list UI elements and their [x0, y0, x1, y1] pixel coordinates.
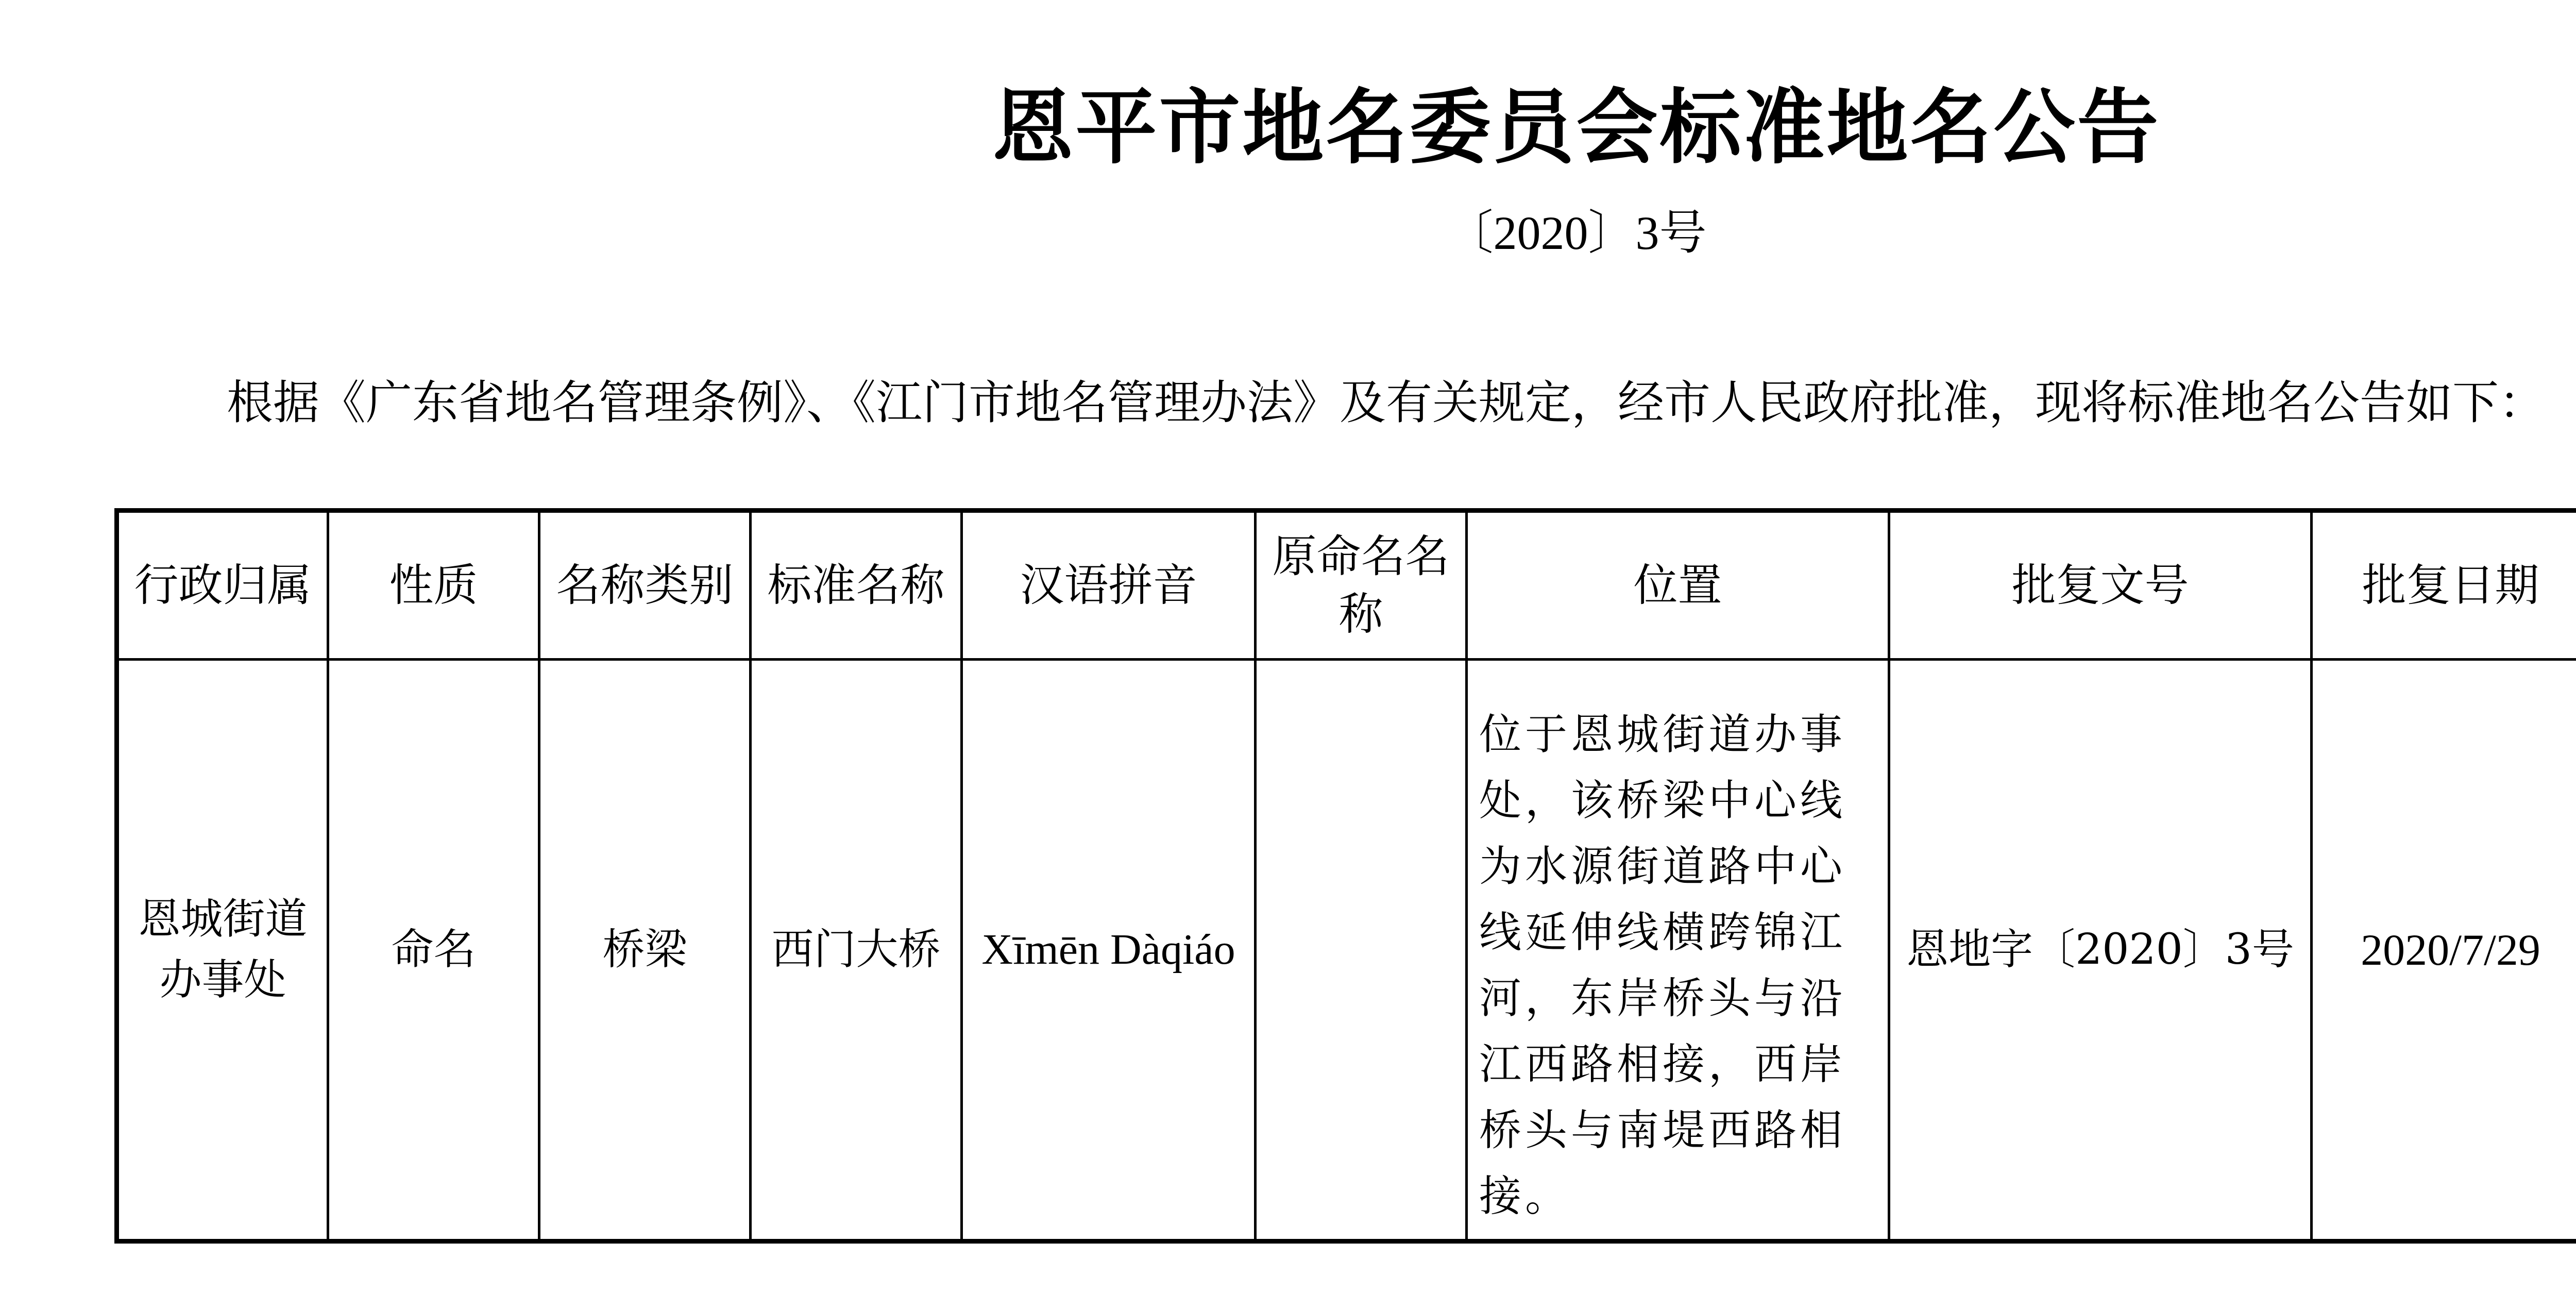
cell-pinyin: Xīmēn Dàqiáo	[962, 660, 1256, 1241]
header-admin: 行政归属	[117, 511, 328, 660]
cell-standard-name: 西门大桥	[751, 660, 962, 1241]
cell-nature: 命名	[328, 660, 539, 1241]
cell-category: 桥梁	[539, 660, 751, 1241]
header-location: 位置	[1467, 511, 1889, 660]
header-standard-name: 标准名称	[751, 511, 962, 660]
cell-approval-number: 恩地字〔2020〕3号	[1889, 660, 2312, 1241]
cell-location: 位于恩城街道办事处，该桥梁中心线为水源街道路中心线延伸线横跨锦江河，东岸桥头与沿江西路相接，西岸桥头与南堤西路相接。	[1467, 660, 1889, 1241]
cell-approval-date: 2020/7/29	[2312, 660, 2576, 1241]
cell-admin: 恩城街道办事处	[117, 660, 328, 1241]
document-number: 〔2020〕3号	[1446, 207, 1707, 259]
intro-paragraph: 根据《广东省地名管理条例》、《江门市地名管理办法》及有关规定，经市人民政府批准，现将标准地名公告如下：	[227, 376, 2545, 430]
header-approval-date: 批复日期	[2312, 511, 2576, 660]
table-row	[117, 660, 2576, 1241]
header-approval-number: 批复文号	[1889, 511, 2312, 660]
document-title: 恩平市地名委员会标准地名公告	[992, 80, 2161, 175]
table-header-row	[117, 511, 2576, 660]
header-category: 名称类别	[539, 511, 751, 660]
place-name-table	[114, 508, 2576, 1244]
header-nature: 性质	[328, 511, 539, 660]
cell-original-name	[1256, 660, 1467, 1241]
header-pinyin: 汉语拼音	[962, 511, 1256, 660]
header-original-name: 原命名名称	[1256, 511, 1467, 660]
